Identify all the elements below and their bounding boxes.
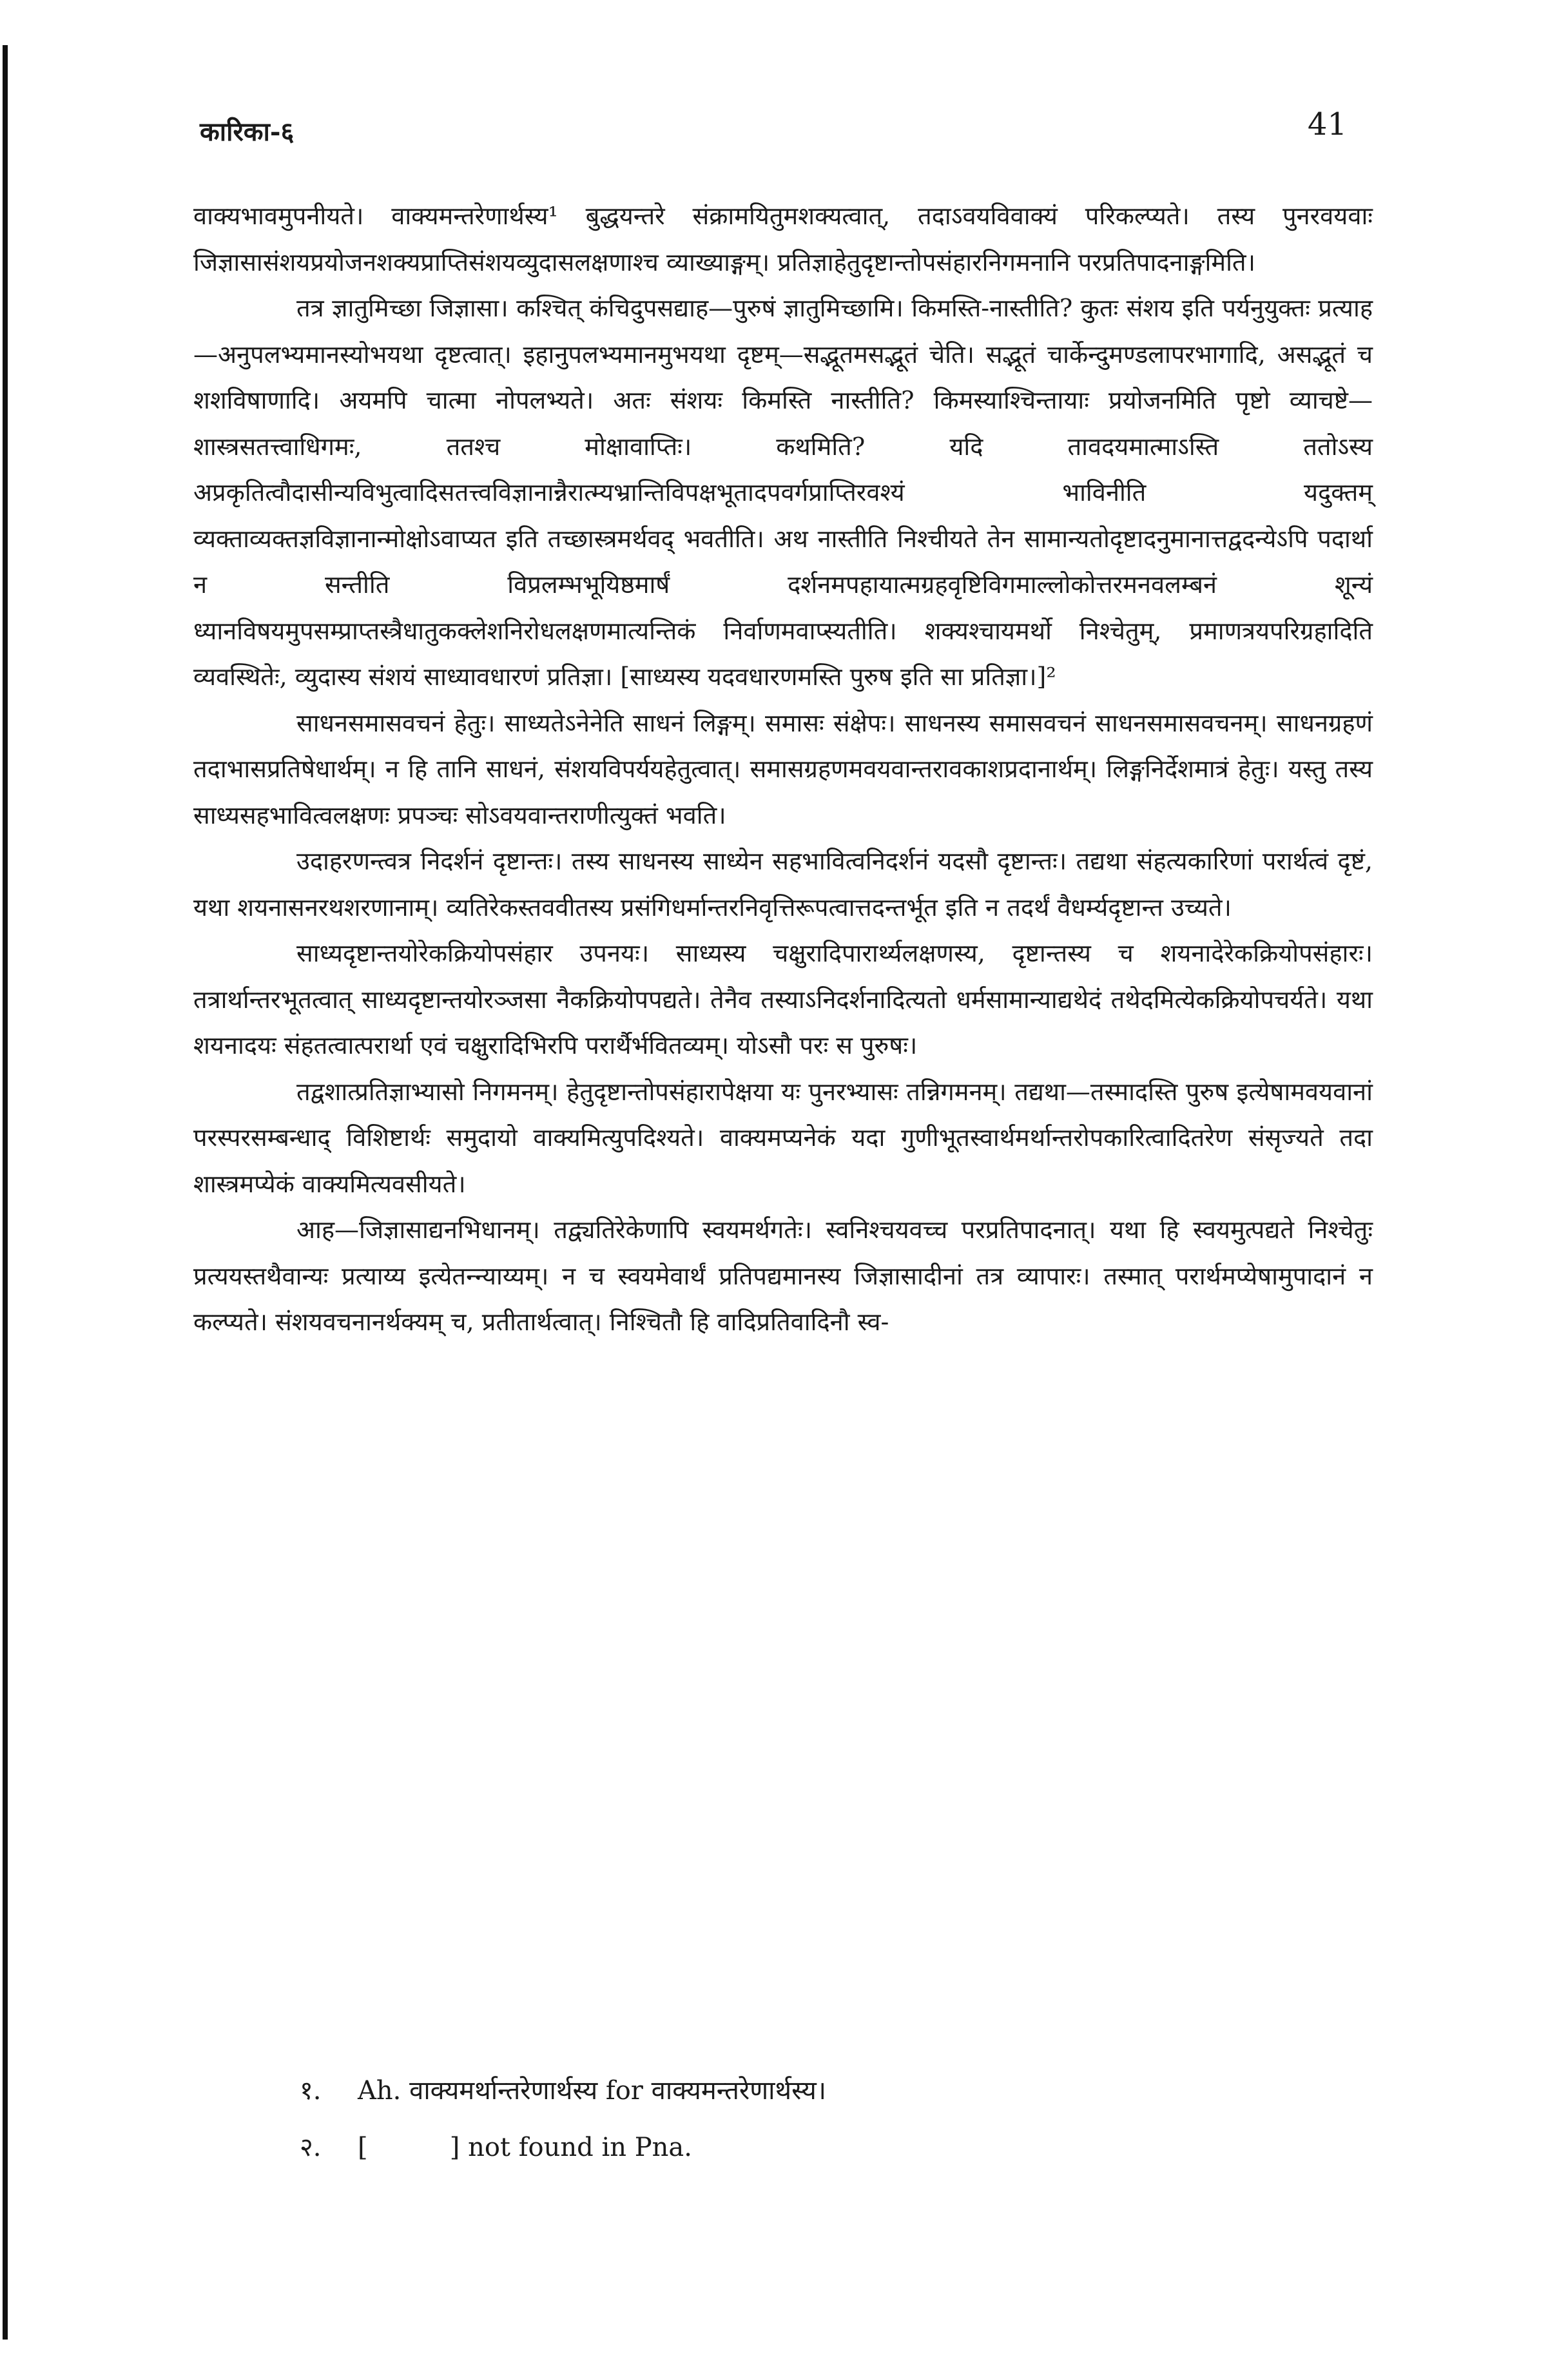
footnote-mark: १. bbox=[300, 2076, 322, 2106]
paragraph: उदाहरणन्त्वत्र निदर्शनं दृष्टान्तः। तस्य साधनस्य साध्येन सहभावित्वनिदर्शनं यदसौ दृष्टान्तः। तद्यथा संहत्यकारिणां परार्थत्वं दृष्टं, यथा शयनासनरथशरणानाम्। व्यतिरेकस्तववीतस्य प्रसंगिधर्मान्तरनिवृत्तिरूपत्वात्तदन्तर्भूत इति न तदर्थं वैधर्म्यदृष्टान्त उच्यते। bbox=[193, 847, 1373, 922]
footnote-text: [ ] not found in Pna. bbox=[358, 2133, 692, 2162]
footnote bbox=[300, 2062, 1266, 2119]
paragraph: साधनसमासवचनं हेतुः। साध्यतेऽनेनेति साधनं लिङ्गम्। समासः संक्षेपः। साधनस्य समासवचनं साधनसमासवचनम्। साधनग्रहणं तदाभासप्रतिषेधार्थम्। न हि तानि साधनं, संशयविपर्ययहेतुत्वात्। समासग्रहणमवयवान्तरावकाशप्रदानार्थम्। लिङ्गनिर्देशमात्रं हेतुः। यस्तु तस्य साध्यसहभावित्वलक्षणः प्रपञ्चः सोऽवयवान्तराणीत्युक्तं भवति। bbox=[193, 708, 1373, 829]
footnote-text: Ah. वाक्यमर्थान्तरेणार्थस्य for वाक्यमन्तरेणार्थस्य। bbox=[358, 2076, 826, 2106]
footnotes bbox=[300, 2062, 1266, 2176]
page-header bbox=[200, 106, 1347, 158]
paragraph: तद्वशात्प्रतिज्ञाभ्यासो निगमनम्। हेतुदृष्टान्तोपसंहारापेक्षया यः पुनरभ्यासः तन्निगमनम्। तद्यथा—तस्मादस्ति पुरुष इत्येषामवयवानां परस्परसम्बन्धाद् विशिष्टार्थः समुदायो वाक्यमित्युपदिश्यते। वाक्यमप्यनेकं यदा गुणीभूतस्वार्थमर्थान्तरोपकारित्वादितरेण संसृज्यते तदा शास्त्रमप्येकं वाक्यमित्यवसीयते। bbox=[193, 1077, 1373, 1198]
paragraph: आह—जिज्ञासाद्यनभिधानम्। तद्व्यतिरेकेणापि स्वयमर्थगतेः। स्वनिश्चयवच्च परप्रतिपादनात्। यथा हि स्वयमुत्पद्यते निश्चेतुः प्रत्ययस्तथैवान्यः प्रत्याय्य इत्येतन्न्याय्यम्। न च स्वयमेवार्थं प्रतिपद्यमानस्य जिज्ञासादीनां तत्र व्यापारः। तस्मात् परार्थमप्येषामुपादानं न कल्प्यते। संशयवचनानर्थक्यम् च, प्रतीतार्थत्वात्। निश्चितौ हि वादिप्रतिवादिनौ स्व- bbox=[193, 1216, 1373, 1336]
paragraph: तत्र ज्ञातुमिच्छा जिज्ञासा। कश्चित् कंचिदुपसद्याह—पुरुषं ज्ञातुमिच्छामि। किमस्ति-नास्तीति? कुतः संशय इति पर्यनुयुक्तः प्रत्याह—अनुपलभ्यमानस्योभयथा दृष्टत्वात्। इहानुपलभ्यमानमुभयथा दृष्टम्—सद्भूतमसद्भूतं चेति। सद्भूतं चार्केन्दुमण्डलापरभागादि, असद्भूतं च शशविषाणादि। अयमपि चात्मा नोपलभ्यते। अतः संशयः किमस्ति नास्तीति? किमस्याश्चिन्तायाः प्रयोजनमिति पृष्टो व्याचष्टे—शास्त्रसतत्त्वाधिगमः, ततश्च मोक्षावाप्तिः। कथमिति? यदि तावदयमात्माऽस्ति ततोऽस्य अप्रकृतित्वौदासीन्यविभुत्वादिसतत्त्वविज्ञानान्नैरात्म्यभ्रान्तिविपक्षभूतादपवर्गप्राप्तिरवश्यं भाविनीति यदुक्तम् व्यक्ताव्यक्तज्ञविज्ञानान्मोक्षोऽवाप्यत इति तच्छास्त्रमर्थवद् भवतीति। अथ नास्तीति निश्चीयते तेन सामान्यतोदृष्टादनुमानात्तद्वदन्येऽपि पदार्था न सन्तीति विप्रलम्भभूयिष्ठमार्षं दर्शनमपहायात्मग्रहवृष्टिविगमाल्लोकोत्तरमनवलम्बनं शून्यं ध्यानविषयमुपसम्प्राप्तस्त्रैधातुकक्लेशनिरोधलक्षणमात्यन्तिकं निर्वाणमवाप्स्यतीति। शक्यश्चायमर्थो निश्चेतुम्, प्रमाणत्रयपरिग्रहादिति व्यवस्थितेः, व्युदास्य संशयं साध्यावधारणं प्रतिज्ञा। [साध्यस्य यदवधारणमस्ति पुरुष इति सा प्रतिज्ञा।]² bbox=[193, 294, 1373, 691]
footnote bbox=[300, 2119, 1266, 2176]
running-head: कारिका-६ bbox=[200, 117, 295, 147]
body-text bbox=[193, 193, 1373, 1346]
footnote-mark: २. bbox=[300, 2133, 322, 2162]
paragraph: वाक्यभावमुपनीयते। वाक्यमन्तरेणार्थस्य¹ बुद्धयन्तरे संक्रामयितुमशक्यत्वात्, तदाऽवयविवाक्यं परिकल्प्यते। तस्य पुनरवयवाः जिज्ञासासंशयप्रयोजनशक्यप्राप्तिसंशयव्युदासलक्षणाश्च व्याख्याङ्गम्। प्रतिज्ञाहेतुदृष्टान्तोपसंहारनिगमनानि परप्रतिपादनाङ्गमिति। bbox=[193, 202, 1373, 276]
paragraph: साध्यदृष्टान्तयोरेकक्रियोपसंहार उपनयः। साध्यस्य चक्षुरादिपारार्थ्यलक्षणस्य, दृष्टान्तस्य च शयनादेरेकक्रियोपसंहारः। तत्रार्थान्तरभूतत्वात् साध्यदृष्टान्तयोरञ्जसा नैकक्रियोपपद्यते। तेनैव तस्याऽनिदर्शनादित्यतो धर्मसामान्याद्यथेदं तथेदमित्येकक्रियोपचर्यते। यथा शयनादयः संहतत्वात्परार्था एवं चक्षुरादिभिरपि परार्थैर्भवितव्यम्। योऽसौ परः स पुरुषः। bbox=[193, 939, 1373, 1060]
page-number: 41 bbox=[1307, 106, 1347, 142]
binding-edge-rule bbox=[3, 45, 8, 2340]
